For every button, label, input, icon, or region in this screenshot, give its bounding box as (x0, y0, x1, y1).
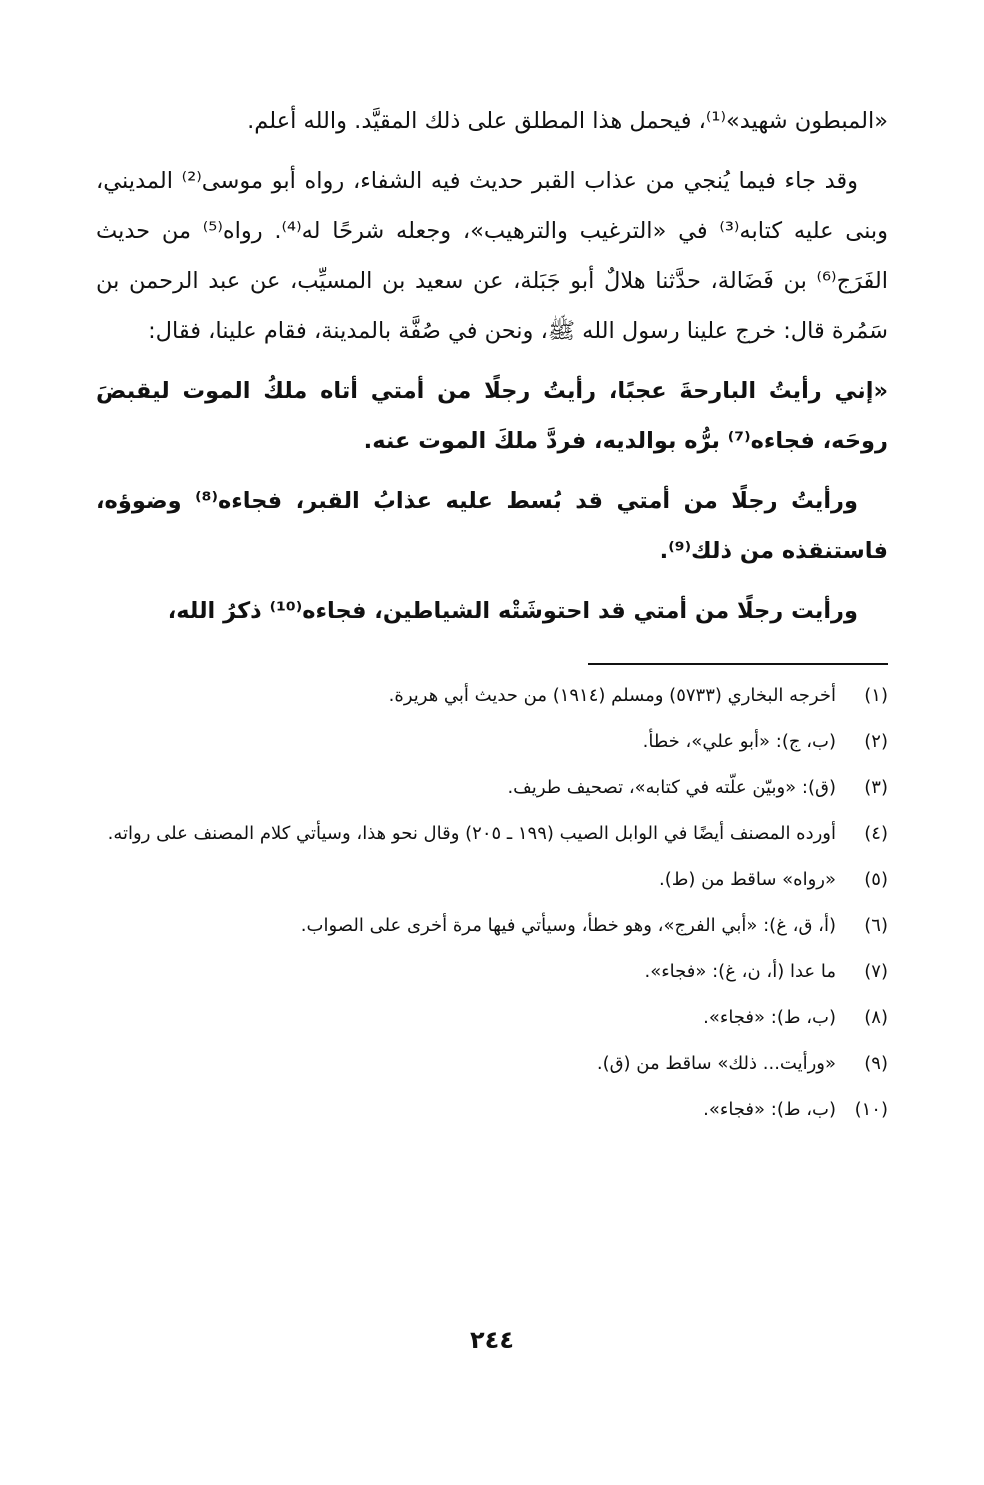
footnote-item (96, 765, 888, 811)
footnotes (96, 673, 888, 1133)
footnote-text: (ب، ط): «فجاء». (703, 1007, 836, 1028)
footnote-number: (١٠) (854, 1099, 888, 1120)
footnote-item (96, 1041, 888, 1087)
footnote-item (96, 1087, 888, 1133)
paragraph-hadith-intro: وقد جاء فيما يُنجي من عذاب القبر حديث فيه الشفاء، رواه أبو موسى⁽²⁾ المديني، وبنى عليه كتابه⁽³⁾ في «الترغيب والترهيب»، وجعله شرحًا له⁽⁴⁾. رواه⁽⁵⁾ من حديث الفَرَج⁽⁶⁾ بن فَضَالة، حدَّثنا هلالٌ أبو جَبَلة، عن سعيد بن المسيِّب، عن عبد الرحمن بن سَمُرة قال: خرج علينا رسول الله ﷺ، ونحن في صُفَّة بالمدينة، فقام علينا، فقال: (96, 168, 888, 344)
footnote-item (96, 719, 888, 765)
footnote-number: (٣) (864, 777, 888, 798)
book-page (96, 96, 888, 1386)
paragraph-hadith-quote-1: «إني رأيتُ البارحةَ عجبًا، رأيتُ رجلًا من أمتي أتاه ملكُ الموت ليقبضَ روحَه، فجاءه⁽⁷⁾ برُّه بوالديه، فردَّ ملكَ الموت عنه. (96, 378, 888, 454)
footnote-text: «ورأيت... ذلك» ساقط من (ق). (596, 1053, 836, 1074)
page-number: ٢٤٤ (470, 1326, 514, 1354)
footnote-text: أخرجه البخاري (٥٧٣٣) ومسلم (١٩١٤) من حديث أبي هريرة. (388, 685, 836, 706)
footnote-text: ما عدا (أ، ن، غ): «فجاء». (644, 961, 836, 982)
footnote-text: (ب، ط): «فجاء». (703, 1099, 836, 1120)
footnote-divider (588, 663, 888, 665)
paragraph-hadith-quote-3: ورأيت رجلًا من أمتي قد احتوشَتْه الشياطين، فجاءه⁽¹⁰⁾ ذكرُ الله، (167, 598, 858, 624)
footnote-item (96, 903, 888, 949)
footnote-number: (٩) (864, 1053, 888, 1074)
main-text (96, 96, 888, 636)
footnote-number: (٢) (864, 731, 888, 752)
paragraph-continuation: «المبطون شهيد»⁽¹⁾، فيحمل هذا المطلق على ذلك المقيَّد. والله أعلم. (247, 108, 888, 134)
footnote-number: (٦) (864, 915, 888, 936)
paragraph-hadith-quote-2: ورأيتُ رجلًا من أمتي قد بُسط عليه عذابُ القبر، فجاءه⁽⁸⁾ وضوؤه، فاستنقذه من ذلك⁽⁹⁾. (96, 488, 888, 564)
footnote-number: (١) (864, 685, 888, 706)
footnote-item (96, 857, 888, 903)
footnote-item (96, 995, 888, 1041)
footnote-number: (٤) (864, 823, 888, 844)
footnote-text: (ق): «وبيّن علّته في كتابه»، تصحيف طريف. (507, 777, 836, 798)
footnote-item (96, 811, 888, 857)
footnote-text: (ب، ج): «أبو علي»، خطأ. (642, 731, 836, 752)
footnote-text: (أ، ق، غ): «أبي الفرج»، وهو خطأ، وسيأتي فيها مرة أخرى على الصواب. (300, 915, 836, 936)
footnote-item (96, 673, 888, 719)
footnote-text: أورده المصنف أيضًا في الوابل الصيب (١٩٩ ـ ٢٠٥) وقال نحو هذا، وسيأتي كلام المصنف على رواته. (107, 823, 836, 844)
footnote-number: (٧) (864, 961, 888, 982)
footnote-text: «رواه» ساقط من (ط). (658, 869, 836, 890)
footnote-number: (٥) (864, 869, 888, 890)
footnote-number: (٨) (864, 1007, 888, 1028)
footnote-item (96, 949, 888, 995)
